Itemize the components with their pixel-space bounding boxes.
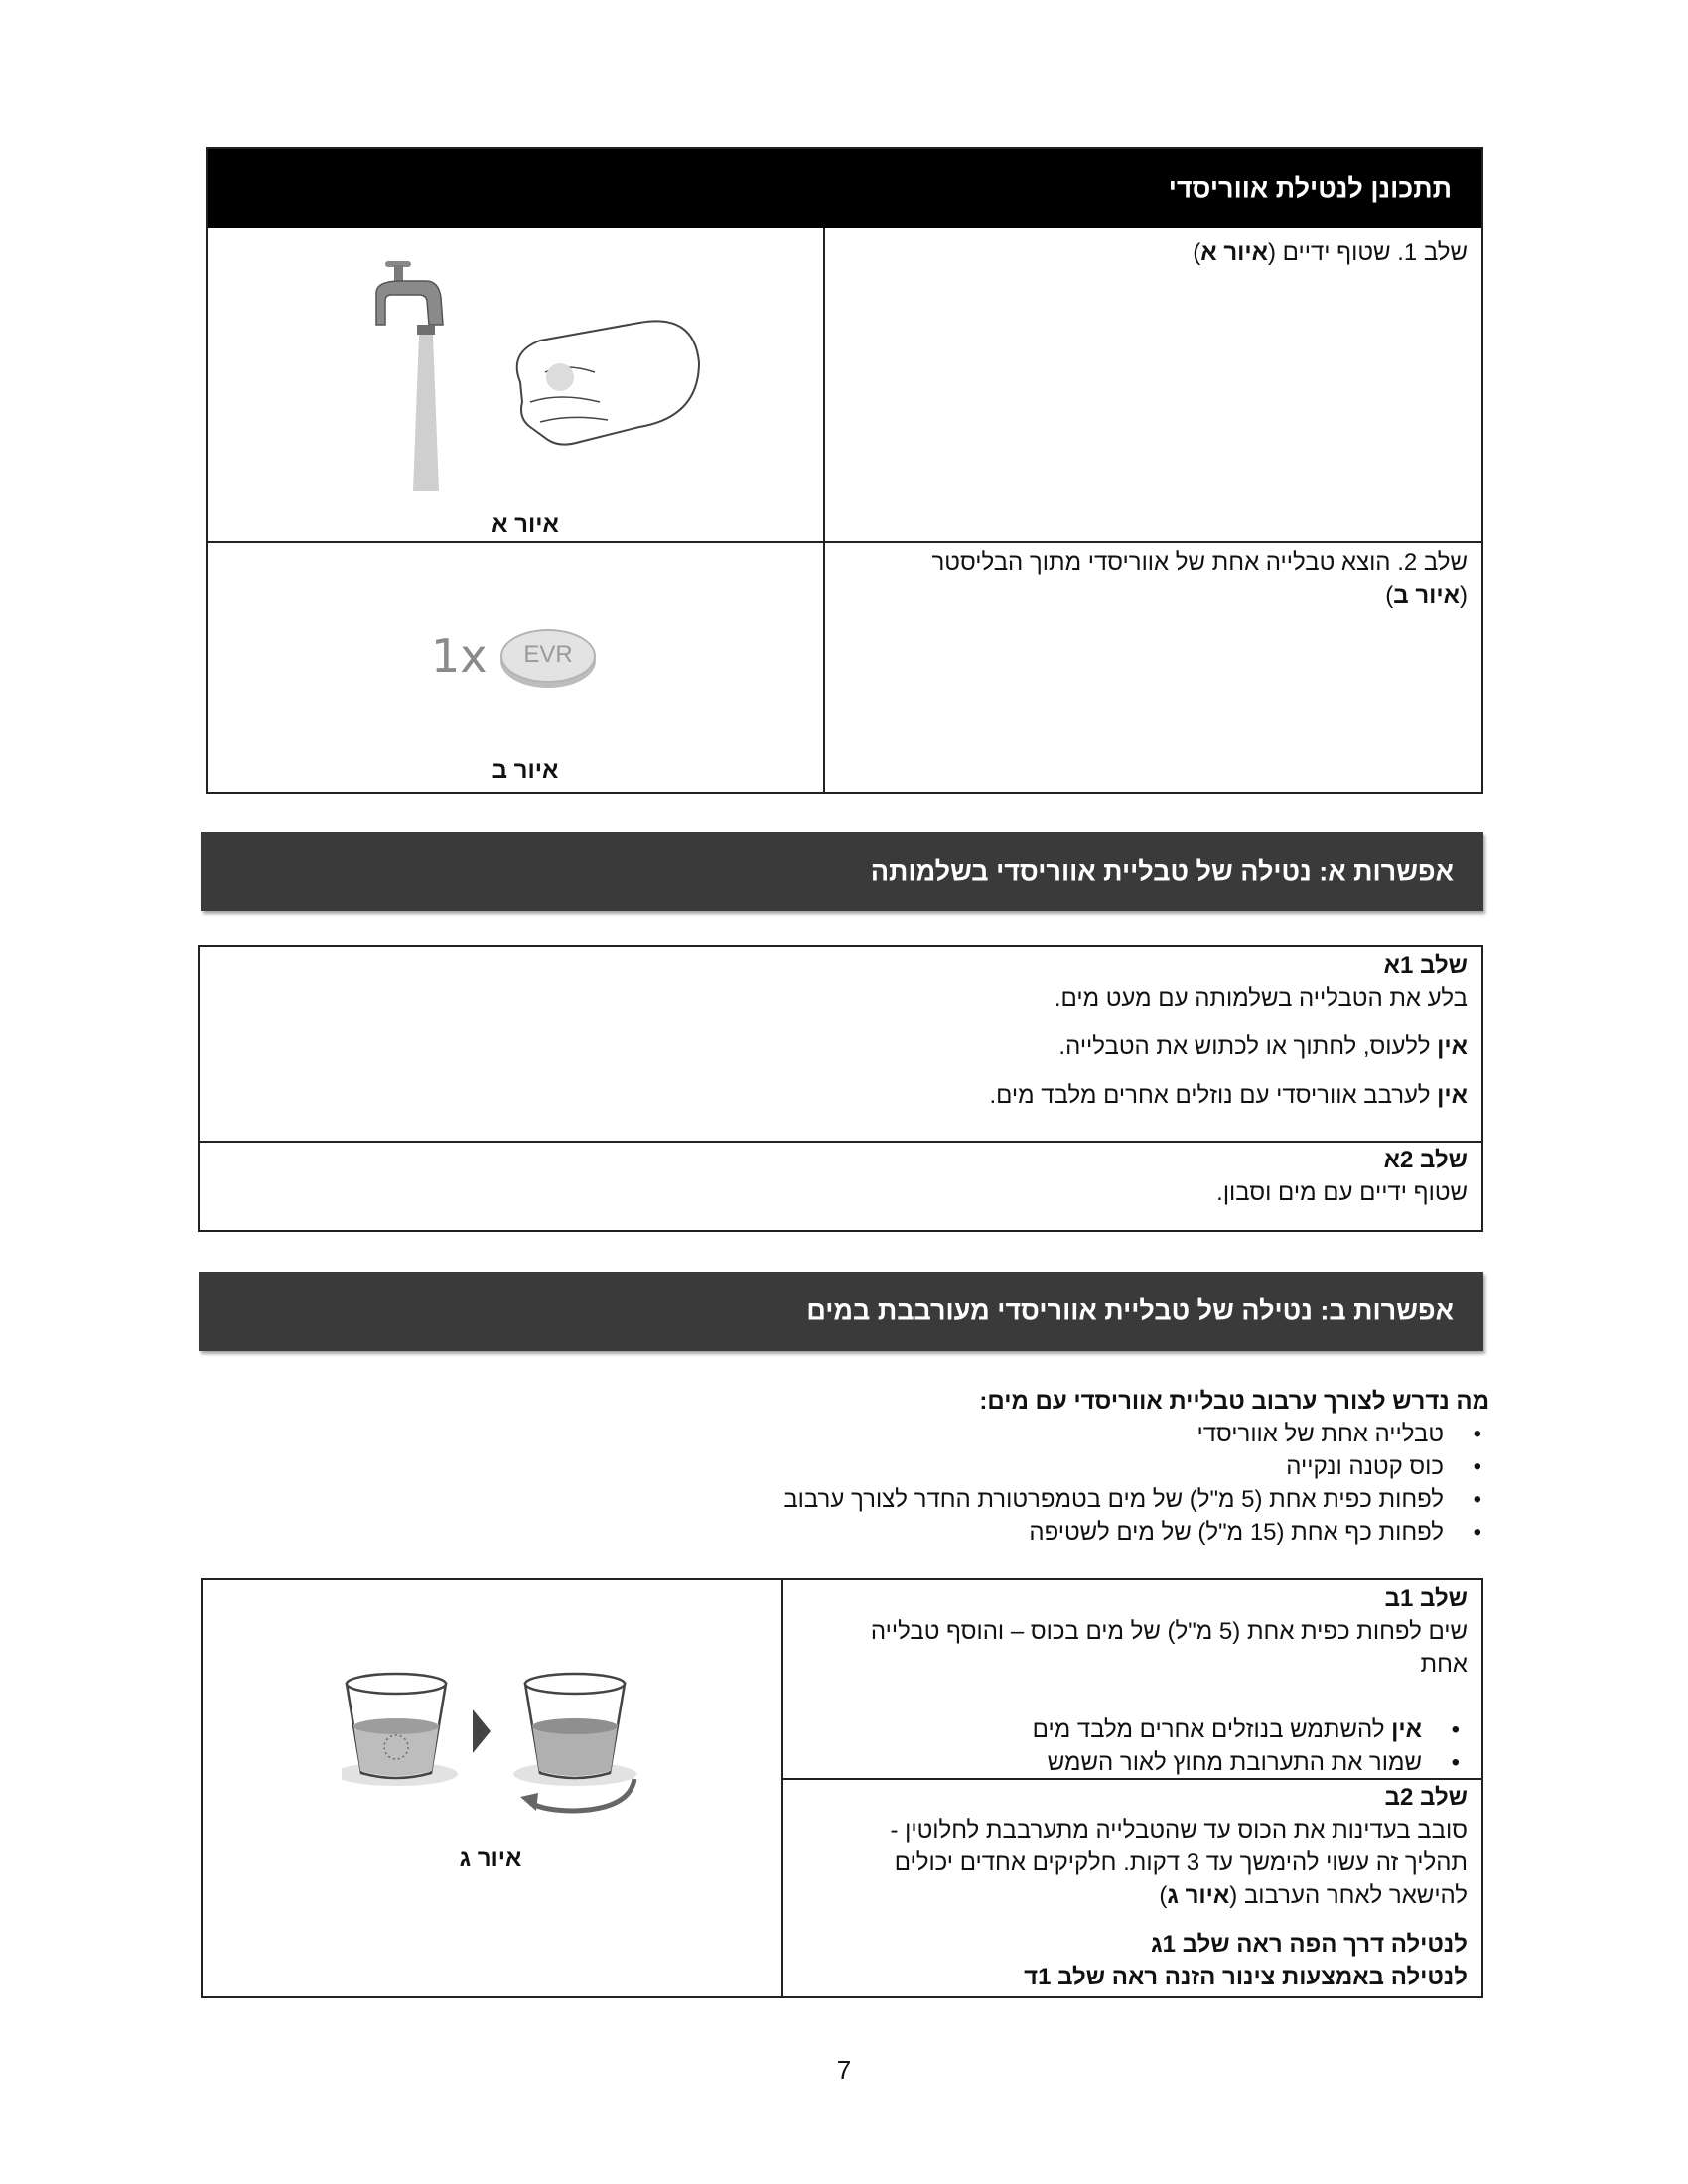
- prepare-title: תתכונן לנטילת אווריסדי: [1168, 173, 1452, 204]
- faucet-icon: [376, 261, 443, 335]
- cup-icon: [342, 1674, 458, 1786]
- figure-b-caption: איור ב: [492, 757, 559, 784]
- option-a-title: אפשרות א: נטילה של טבליית אווריסדי בשלמותה: [870, 856, 1454, 887]
- row-divider: [200, 1141, 1481, 1143]
- swirled-cup-icon: [513, 1674, 636, 1786]
- list-item: • לפחות כפית אחת (5 מ"ל) של מים בטמפרטורת החדר לצורך ערבוב: [397, 1483, 1489, 1516]
- page-number: 7: [836, 2055, 852, 2085]
- table-divider: [823, 228, 825, 792]
- list-item: • שמור את התערובת מחוץ לאור השמש: [792, 1746, 1468, 1779]
- option-a-table: [198, 945, 1483, 1232]
- needs-heading: מה נדרש לצורך ערבוב טבליית אווריסדי עם מים:: [979, 1388, 1489, 1415]
- list-item: • אין להשתמש בנוזלים אחרים מלבד מים: [792, 1713, 1468, 1746]
- step1b-bullets: [792, 1713, 1468, 1779]
- oral-route-link[interactable]: לנטילה דרך הפה ראה שלב 1ג: [1151, 1931, 1468, 1958]
- tablet-marking: EVR: [523, 641, 573, 668]
- prepare-header-bar: [208, 149, 1481, 228]
- option-a-step2: שלב 2א שטוף ידיים עם מים וסבון.: [276, 1144, 1468, 1209]
- step1b-heading: שלב 1ב: [1384, 1585, 1468, 1612]
- figure-c-caption: איור ג: [459, 1845, 522, 1872]
- tablet-count-label: 1x: [431, 629, 488, 683]
- option-b-title: אפשרות ב: נטילה של טבליית אווריסדי מעורבבת במים: [806, 1296, 1454, 1326]
- figure-c-swirl-cup-illustration: [342, 1670, 639, 1819]
- feeding-tube-route-link[interactable]: לנטילה באמצעות צינור הזנה ראה שלב 1ד: [1024, 1964, 1468, 1990]
- option-b-needs: [397, 1385, 1489, 1549]
- list-item: • לפחות כף אחת (15 מ"ל) של מים לשטיפה: [397, 1516, 1489, 1549]
- hands-icon: [517, 321, 699, 444]
- figure-a-handwashing-illustration: [371, 253, 709, 491]
- water-stream-icon: [413, 335, 439, 491]
- option-b-table: [201, 1578, 1483, 1998]
- figure-b-tablet-illustration: [431, 625, 630, 695]
- option-a-step1: שלב 1א בלע את הטבלייה בשלמותה עם מעט מים. אין ללעוס, לחתוך או לכתוש את הטבלייה. אין לערבב אווריסדי עם נוזלים אחרים מלבד מים.: [276, 949, 1468, 1112]
- step1a-heading: שלב 1א: [1383, 952, 1468, 979]
- option-b-header-bar: [199, 1272, 1483, 1351]
- option-b-step1: שלב 1ב שים לפחות כפית אחת (5 מ"ל) של מים בכוס – והוסף טבלייה אחת • אין להשתמש בנוזלים אחרים מלבד מים • שמור את התערובת מחוץ לאור השמש: [792, 1582, 1468, 1779]
- figure-a-caption: איור א: [492, 511, 559, 538]
- step1-text: שלב 1. שטוף ידיים (איור א): [1193, 239, 1468, 266]
- step2-text: שלב 2. הוצא טבלייה אחת של אווריסדי מתוך הבליסטר (איור ב): [931, 549, 1468, 609]
- arrow-right-icon: [473, 1709, 491, 1753]
- option-a-header-bar: [201, 832, 1483, 911]
- list-item: • טבלייה אחת של אווריסדי: [397, 1418, 1489, 1450]
- tablet-icon: [500, 629, 596, 683]
- list-item: • כוס קטנה ונקייה: [397, 1450, 1489, 1483]
- step2a-heading: שלב 2א: [1383, 1147, 1468, 1173]
- option-b-step2: שלב 2ב סובב בעדינות את הכוס עד שהטבלייה מתערבבת לחלוטין - תהליך זה עשוי להימשך עד 3 דקות. חלקיקים אחדים יכולים להישאר לאחר הערבוב (איור ג) לנטילה דרך הפה ראה שלב 1ג לנטילה באמצעות צינור הזנה ראה שלב 1ד: [782, 1781, 1468, 1993]
- needs-list: [397, 1418, 1489, 1549]
- row-divider: [208, 541, 1481, 543]
- step2b-heading: שלב 2ב: [1384, 1784, 1468, 1811]
- prepare-table: [206, 147, 1483, 794]
